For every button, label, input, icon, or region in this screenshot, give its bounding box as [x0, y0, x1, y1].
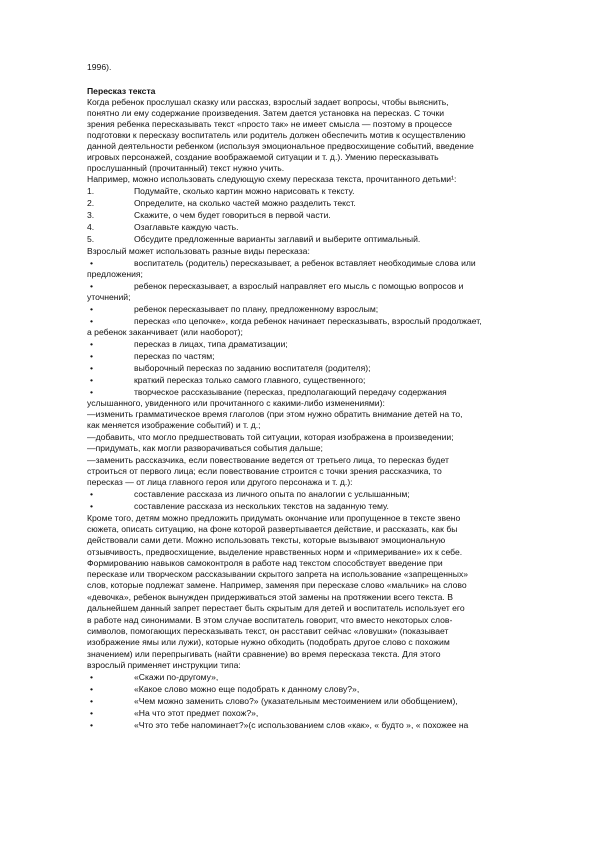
list-item: Подумайте, сколько картин можно нарисовать к тексту.	[134, 186, 355, 196]
text-line: дальнейшем данный запрет перестает быть скрытым для детей и воспитатель использует его	[87, 603, 465, 613]
list-item: Озаглавьте каждую часть.	[134, 222, 239, 232]
text-line: пересказе или творческом рассказывании скрытого запрета на использование «запрещенных»	[87, 569, 469, 579]
text-line: строиться от первого лица; если повествование строится с точки зрения рассказчика, то	[87, 466, 442, 476]
bullet-icon: •	[90, 258, 94, 268]
list-number: 5.	[87, 234, 95, 244]
list-item: Обсудите предложенные варианты заглавий и выберите оптимальный.	[134, 234, 421, 244]
text-line: услышанного, увиденного или прочитанного с какими-либо изменениями):	[87, 398, 385, 408]
bullet-icon: •	[90, 375, 94, 385]
text-line: —придумать, как могли разворачиваться события дальше;	[87, 443, 323, 453]
bullet-icon: •	[90, 489, 94, 499]
bullet-icon: •	[90, 363, 94, 373]
bullet-icon: •	[90, 501, 94, 511]
text-line: зрения ребенка пересказывать текст «просто так» не имеет смысла — поэтому в процессе	[87, 119, 452, 129]
list-item: «Скажи по-другому»,	[134, 672, 219, 682]
bullet-icon: •	[90, 696, 94, 706]
text-line: значением) или перепрыгивать (найти сравнение) во время пересказа текста. Для этого	[87, 649, 441, 659]
list-item: составление рассказа из личного опыта по аналогии с услышанным;	[134, 489, 410, 499]
list-item: пересказ по частям;	[134, 351, 215, 361]
text-line: сюжета, описать ситуацию, на фоне которой развертывается действие, и рассказать, как бы	[87, 524, 458, 534]
bullet-icon: •	[90, 684, 94, 694]
text-line: игровых персонажей, создание воображаемой ситуации и т. д.). Умению пересказывать	[87, 152, 439, 162]
text-line: 1996).	[87, 62, 112, 72]
text-line: действовали сами дети. Можно использовать тексты, которые вызывают эмоциональную	[87, 535, 446, 545]
list-item: составление рассказа из нескольких текстов на заданную тему.	[134, 501, 389, 511]
text-line: а ребенок заканчивает (или наоборот);	[87, 327, 243, 337]
text-line: —добавить, что могло предшествовать той ситуации, которая изображена в произведении;	[87, 432, 454, 442]
list-number: 2.	[87, 198, 95, 208]
bullet-icon: •	[90, 351, 94, 361]
list-item: Скажите, о чем будет говориться в первой части.	[134, 210, 331, 220]
bullet-icon: •	[90, 672, 94, 682]
list-number: 1.	[87, 186, 95, 196]
text-line: как меняется изображение событий) и т. д.;	[87, 420, 261, 430]
text-line: изображение ямы или лужи), которые нужно обходить (подобрать другое слово с похожим	[87, 637, 450, 647]
list-item: пересказ «по цепочке», когда ребенок начинает пересказывать, взрослый продолжает,	[134, 316, 482, 326]
text-line: подготовки к пересказу воспитатель или родитель должен обеспечить мотив к осуществлению	[87, 130, 466, 140]
text-line: символов, помогающих пересказывать текст, он расставит сейчас «ловушки» (показывает	[87, 626, 449, 636]
section-heading: Пересказ текста	[87, 86, 156, 96]
text-line: «девочка», ребенок вынужден придерживаться этой замены на протяжении всего текста. В	[87, 592, 453, 602]
text-line: понятно ли ему содержание произведения. Затем дается установка на пересказ. С точки	[87, 108, 445, 118]
text-line: Например, можно использовать следующую схему пересказа текста, прочитанного детьми¹:	[87, 174, 457, 184]
list-item: ребенок пересказывает, а взрослый направляет его мысль с помощью вопросов и	[134, 281, 464, 291]
list-item: Определите, на сколько частей можно разделить текст.	[134, 198, 356, 208]
text-line: отзывчивость, предвосхищение, выделение нравственных норм и «примеривание» их к себе.	[87, 547, 463, 557]
text-line: предложения;	[87, 269, 143, 279]
text-line: уточнений;	[87, 292, 131, 302]
text-line: Кроме того, детям можно предложить придумать окончание или пропущенное в тексте звено	[87, 513, 461, 523]
bullet-icon: •	[90, 281, 94, 291]
text-line: Когда ребенок прослушал сказку или рассказ, взрослый задает вопросы, чтобы выяснить,	[87, 97, 449, 107]
bullet-icon: •	[90, 387, 94, 397]
list-item: краткий пересказ только самого главного, существенного;	[134, 375, 366, 385]
bullet-icon: •	[90, 316, 94, 326]
text-line: слов, которые подлежат замене. Например, заменяя при пересказе слово «мальчик» на слово	[87, 580, 467, 590]
list-item: «Какое слово можно еще подобрать к данному слову?»,	[134, 684, 360, 694]
text-line: данной деятельности ребенком (используя эмоциональное предвосхищение событий, введение	[87, 141, 474, 151]
bullet-icon: •	[90, 720, 94, 730]
list-number: 4.	[87, 222, 95, 232]
text-line: —изменить грамматическое время глаголов (при этом нужно обратить внимание детей на то,	[87, 409, 463, 419]
text-line: Формированию навыков самоконтроля в работе над текстом способствует введение при	[87, 558, 443, 568]
list-item: творческое рассказывание (пересказ, предполагающий передачу содержания	[134, 387, 447, 397]
bullet-icon: •	[90, 339, 94, 349]
list-item: «Что это тебе напоминает?»(с использованием слов «как», « будто », « похожее на	[134, 720, 469, 730]
list-item: пересказ в лицах, типа драматизации;	[134, 339, 288, 349]
text-line: прослушанный (прочитанный) текст нужно учить.	[87, 163, 285, 173]
list-item: «Чем можно заменить слово?» (указательным местоимением или обобщением),	[134, 696, 458, 706]
text-line: в работе над синонимами. В этом случае воспитатель говорит, что вместо некоторых слов-	[87, 615, 453, 625]
bullet-icon: •	[90, 708, 94, 718]
list-item: воспитатель (родитель) пересказывает, а ребенок вставляет необходимые слова или	[134, 258, 476, 268]
list-item: ребенок пересказывает по плану, предложенному взрослым;	[134, 304, 379, 314]
list-item: «На что этот предмет похож?»,	[134, 708, 259, 718]
bullet-icon: •	[90, 304, 94, 314]
text-line: —заменить рассказчика, если повествование ведется от третьего лица, то пересказ будет	[87, 455, 449, 465]
text-line: Взрослый может использовать разные виды пересказа:	[87, 246, 310, 256]
text-line: пересказ — от лица главного героя или другого персонажа и т. д.):	[87, 477, 353, 487]
list-item: выборочный пересказ по заданию воспитателя (родителя);	[134, 363, 371, 373]
text-line: взрослый применяет инструкции типа:	[87, 660, 241, 670]
list-number: 3.	[87, 210, 95, 220]
